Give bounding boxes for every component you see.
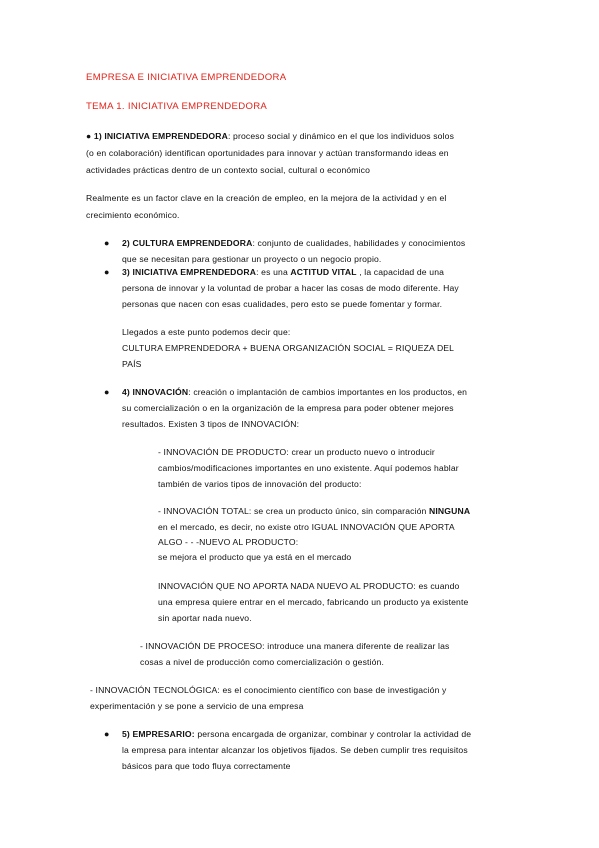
prod-line1: - INNOVACIÓN DE PRODUCTO: crear un producto nuevo o introducir <box>158 447 435 457</box>
sec3-text-a: : es una <box>256 267 291 277</box>
sec5-line1 <box>122 729 471 740</box>
sec2-label: 2) CULTURA EMPRENDEDORA <box>122 238 253 248</box>
sec3-line4: Llegados a este punto podemos decir que: <box>122 327 291 337</box>
proceso-line2: cosas a nivel de producción como comercialización o gestión. <box>140 657 385 667</box>
sec1-line1 <box>86 131 454 142</box>
sec5-label: 5) EMPRESARIO: <box>122 729 195 739</box>
sec3-text-b: , la capacidad de una <box>356 267 445 277</box>
sec4-label: 4) INNOVACIÓN <box>122 387 189 397</box>
document-subtitle: TEMA 1. INICIATIVA EMPRENDEDORA <box>86 101 268 112</box>
noaporta-line1: INNOVACIÓN QUE NO APORTA NADA NUEVO AL PRODUCTO: es cuando <box>158 581 460 591</box>
sec3-line2: persona de innovar y la voluntad de probar a hacer las cosas de modo diferente. Hay <box>122 283 459 293</box>
sec5-line2: la empresa para intentar alcanzar los objetivos fijados. Se deben cumplir tres requisitos <box>122 745 468 755</box>
sec3-line6: PAÍS <box>122 359 142 369</box>
para1-line1: Realmente es un factor clave en la creación de empleo, en la mejora de la actividad y en el <box>86 193 447 203</box>
sec3-line1 <box>122 267 444 278</box>
sec5-text: persona encargada de organizar, combinar y controlar la actividad de <box>194 729 472 739</box>
total-line1 <box>158 506 470 517</box>
sec3-line3: personas que nacen con esas cualidades, pero esto se puede fomentar y formar. <box>122 299 443 309</box>
sec1-line3: actividades prácticas dentro de un contexto social, cultural o económico <box>86 165 371 175</box>
sec4-text: : creación o implantación de cambios importantes en los productos, en <box>188 387 468 397</box>
total-text: - INNOVACIÓN TOTAL: se crea un producto único, sin comparación <box>158 506 430 516</box>
proceso-line1: - INNOVACIÓN DE PROCESO: introduce una manera diferente de realizar las <box>140 641 450 651</box>
sec3-label: 3) INICIATIVA EMPRENDEDORA <box>122 267 257 277</box>
sec2-text: : conjunto de cualidades, habilidades y conocimientos <box>252 238 466 248</box>
bullet-glyph: ● <box>104 387 110 397</box>
sec4-line3: resultados. Existen 3 tipos de INNOVACIÓN: <box>122 419 300 429</box>
sec1-text: : proceso social y dinámico en el que los individuos solos <box>227 131 455 141</box>
prod-line2: cambios/modificaciones importantes en uno existente. Aquí podemos hablar <box>158 463 459 473</box>
bullet-glyph: ● <box>104 238 110 248</box>
tecno-line2: experimentación y se pone a servicio de una empresa <box>90 701 304 711</box>
sec2-line2: que se necesitan para gestionar un proyecto o un negocio propio. <box>122 254 382 264</box>
para1-line2: crecimiento económico. <box>86 210 180 220</box>
bullet-glyph: ● <box>104 729 110 739</box>
sec4-line2: su comercialización o en la organización de la empresa para poder obtener mejores <box>122 403 454 413</box>
total-line4: se mejora el producto que ya está en el mercado <box>158 552 352 562</box>
total-line3: ALGO - - -NUEVO AL PRODUCTO: <box>158 537 299 547</box>
sec2-line1 <box>122 238 465 249</box>
total-bold: NINGUNA <box>429 506 471 516</box>
sec3-bold: ACTITUD VITAL <box>290 267 357 277</box>
sec4-line1 <box>122 387 467 398</box>
bullet-glyph: ● <box>86 131 92 141</box>
sec3-line5: CULTURA EMPRENDEDORA + BUENA ORGANIZACIÓN SOCIAL = RIQUEZA DEL <box>122 343 455 353</box>
tecno-line1: - INNOVACIÓN TECNOLÓGICA: es el conocimiento científico con base de investigación y <box>90 685 447 695</box>
total-line2: en el mercado, es decir, no existe otro IGUAL INNOVACIÓN QUE APORTA <box>158 522 455 532</box>
noaporta-line2: una empresa quiere entrar en el mercado, fabricando un producto ya existente <box>158 597 469 607</box>
document-title: EMPRESA E INICIATIVA EMPRENDEDORA <box>86 72 287 83</box>
noaporta-line3: sin aportar nada nuevo. <box>158 613 252 623</box>
bullet-glyph: ● <box>104 267 110 277</box>
prod-line3: también de varios tipos de innovación del producto: <box>158 479 362 489</box>
sec5-line3: básicos para que todo fluya correctamente <box>122 761 291 771</box>
sec1-line2: (o en colaboración) identifican oportunidades para innovar y actúan transformando ideas en <box>86 148 449 158</box>
sec1-label: 1) INICIATIVA EMPRENDEDORA <box>93 131 228 141</box>
